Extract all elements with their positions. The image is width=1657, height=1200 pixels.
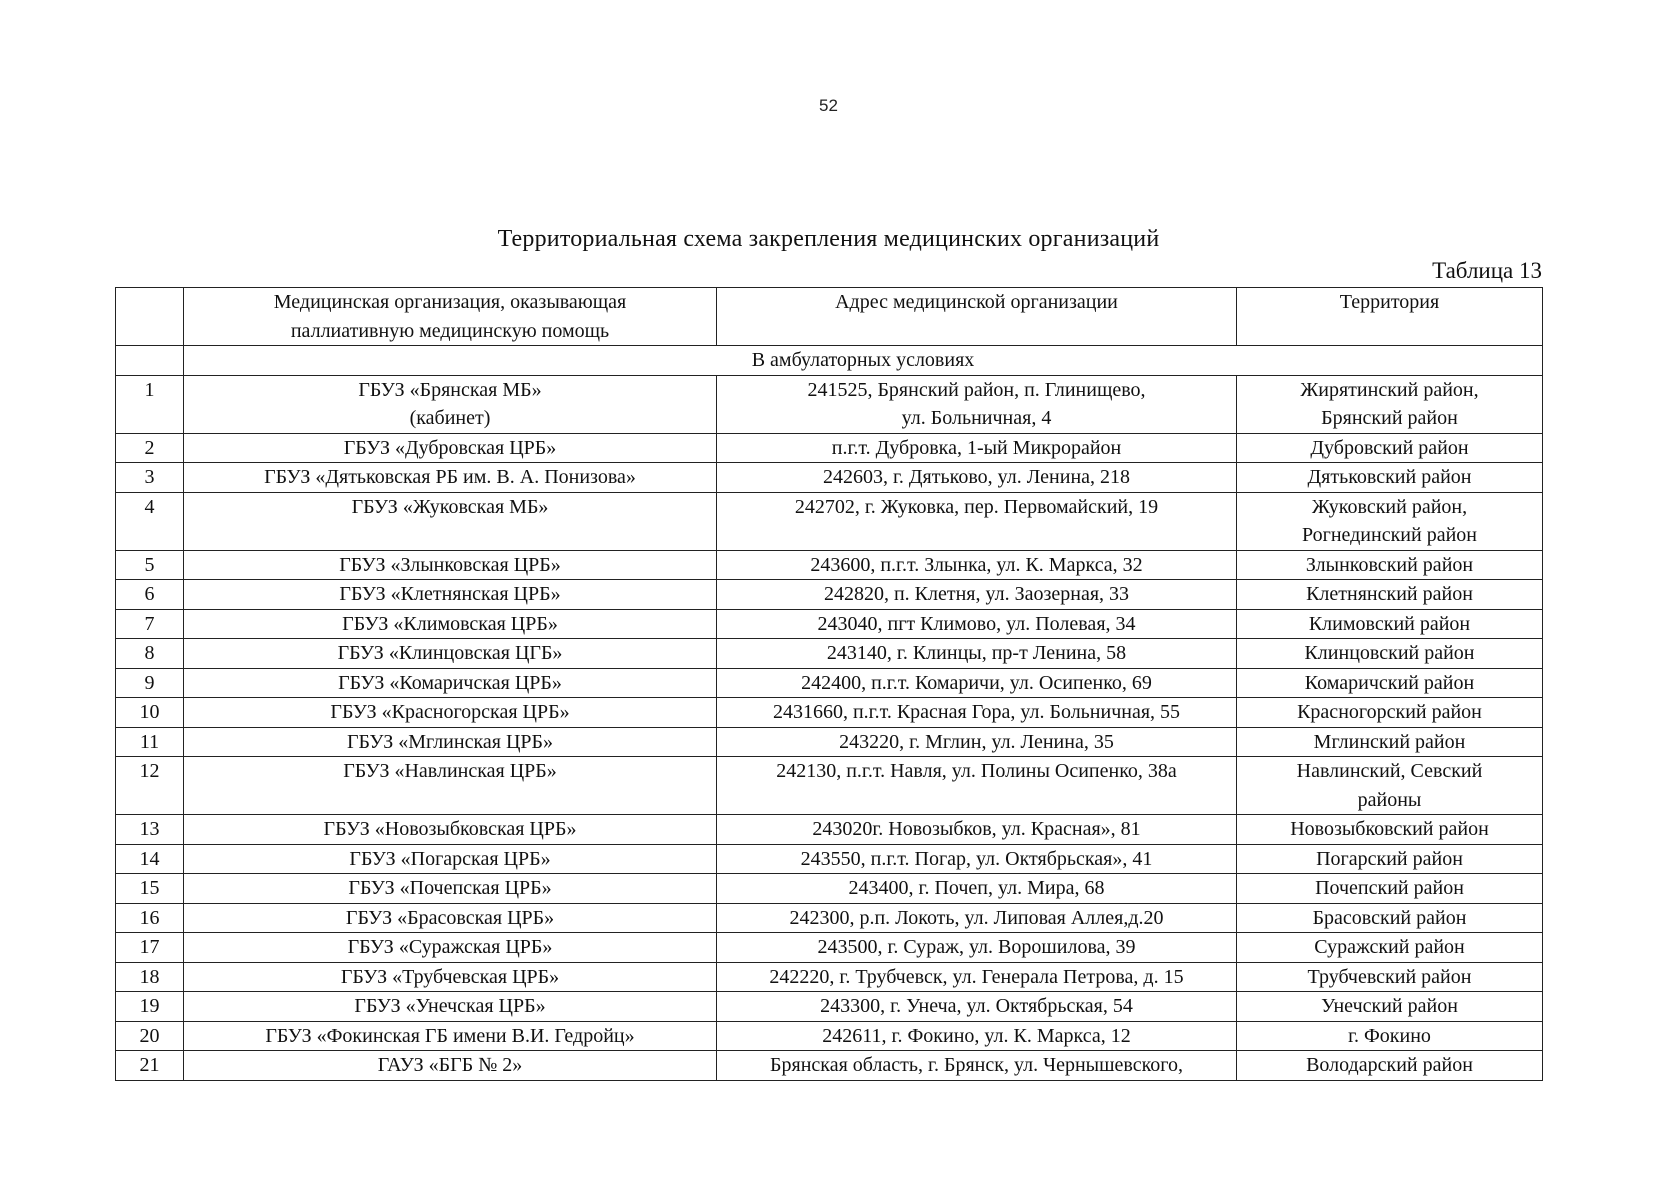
row-number: 3 [116,463,184,493]
table-row [116,668,1543,698]
address-cell [717,933,1237,963]
header-address: Адрес медицинской организации [717,288,1237,346]
address-cell [717,433,1237,463]
table-body [116,346,1543,1081]
organization-cell-line: ГБУЗ «Фокинская ГБ имени В.И. Гедройц» [265,1024,635,1047]
address-cell-line: ул. Больничная, 4 [901,407,1052,429]
organization-cell [184,668,717,698]
address-cell-line: 243220, г. Мглин, ул. Ленина, 35 [839,730,1114,753]
territory-cell-line: Суражский район [1314,936,1465,958]
organization-cell-line: ГБУЗ «Навлинская ЦРБ» [343,760,557,782]
row-number: 21 [116,1051,184,1081]
organization-cell [184,844,717,874]
territory-cell-line: Дубровский район [1310,436,1469,459]
table-row [116,698,1543,728]
organization-cell [184,463,717,493]
address-cell [717,962,1237,992]
territory-cell-line: Рогнединский район [1301,524,1477,546]
table-row [116,962,1543,992]
address-cell-line: 241525, Брянский район, п. Глинищево, [807,378,1146,401]
address-cell [717,1021,1237,1051]
territory-cell-line: Унечский район [1321,995,1458,1017]
territory-cell [1237,727,1543,757]
organization-cell-line: (кабинет) [409,407,491,429]
territory-cell [1237,757,1543,815]
organization-cell [184,757,717,815]
territory-cell [1237,609,1543,639]
header-number [116,288,184,346]
organization-cell [184,933,717,963]
section-row [116,346,1543,376]
territory-cell [1237,1021,1543,1051]
territory-cell [1237,962,1543,992]
address-cell-line: 242220, г. Трубчевск, ул. Генерала Петрова, д. 15 [769,965,1184,988]
organization-cell [184,550,717,580]
row-number: 7 [116,609,184,639]
territory-cell [1237,550,1543,580]
row-number: 10 [116,698,184,728]
organization-cell-line: ГБУЗ «Брянская МБ» [358,378,542,401]
address-cell-line: 243020г. Новозыбков, ул. Красная», 81 [812,818,1141,840]
organization-cell-line: ГБУЗ «Комаричская ЦРБ» [338,671,562,694]
address-cell [717,815,1237,845]
table-row [116,933,1543,963]
table-row [116,433,1543,463]
address-cell [717,903,1237,933]
territory-cell [1237,933,1543,963]
territory-cell-line: районы [1357,788,1422,811]
section-empty-cell [116,346,184,376]
row-number: 8 [116,639,184,669]
territory-cell [1237,375,1543,433]
header-organization-line: паллиативную медицинскую помощь [290,319,610,342]
organization-cell [184,698,717,728]
address-cell [717,844,1237,874]
row-number: 13 [116,815,184,845]
territory-cell [1237,903,1543,933]
territory-cell-line: Жуковский район, [1311,495,1468,518]
territory-cell [1237,874,1543,904]
address-cell-line: Брянская область, г. Брянск, ул. Чернышевского, [770,1054,1183,1076]
row-number: 15 [116,874,184,904]
territory-cell [1237,815,1543,845]
address-cell-line: 243400, г. Почеп, ул. Мира, 68 [848,877,1105,899]
table-row [116,844,1543,874]
address-cell-line: 243040, пгт Климово, ул. Полевая, 34 [817,612,1136,635]
table-row [116,1051,1543,1081]
organization-cell [184,580,717,610]
territory-cell-line: Мглинский район [1313,730,1466,753]
organization-cell-line: ГБУЗ «Красногорская ЦРБ» [330,701,570,723]
address-cell [717,463,1237,493]
territory-cell-line: Красногорский район [1297,701,1482,723]
territory-cell-line: Клинцовский район [1304,642,1475,664]
address-cell [717,375,1237,433]
row-number: 17 [116,933,184,963]
table-row [116,992,1543,1022]
organization-cell-line: ГБУЗ «Клинцовская ЦГБ» [337,642,563,664]
organization-cell-line: ГБУЗ «Брасовская ЦРБ» [345,906,555,929]
address-cell-line: 242300, р.п. Локоть, ул. Липовая Аллея,д.20 [789,906,1164,929]
address-cell [717,698,1237,728]
address-cell [717,550,1237,580]
address-cell-line: 242400, п.г.т. Комаричи, ул. Осипенко, 69 [801,671,1152,694]
address-cell-line: п.г.т. Дубровка, 1-ый Микрорайон [831,436,1122,459]
organization-cell-line: ГБУЗ «Суражская ЦРБ» [347,936,553,958]
table-row [116,727,1543,757]
address-cell [717,639,1237,669]
organization-cell [184,815,717,845]
address-cell-line: 2431660, п.г.т. Красная Гора, ул. Больничная, 55 [772,701,1181,723]
territory-cell-line: Брасовский район [1312,906,1467,929]
row-number: 9 [116,668,184,698]
address-cell-line: 243140, г. Клинцы, пр-т Ленина, 58 [826,642,1127,664]
row-number: 20 [116,1021,184,1051]
territory-cell [1237,1051,1543,1081]
address-cell [717,492,1237,550]
territory-cell-line: Брянский район [1321,407,1458,429]
territory-cell-line: Трубчевский район [1307,965,1472,988]
organization-cell [184,962,717,992]
territory-cell-line: г. Фокино [1348,1024,1431,1047]
organization-cell-line: ГБУЗ «Трубчевская ЦРБ» [340,965,560,988]
table-row [116,550,1543,580]
row-number: 6 [116,580,184,610]
address-cell [717,757,1237,815]
territory-cell-line: Климовский район [1308,612,1471,635]
address-cell [717,1051,1237,1081]
organization-cell-line: ГБУЗ «Климовская ЦРБ» [342,612,558,635]
territory-cell [1237,433,1543,463]
row-number: 14 [116,844,184,874]
organization-cell-line: ГБУЗ «Жуковская МБ» [351,495,549,518]
address-cell-line: 243300, г. Унеча, ул. Октябрьская, 54 [820,995,1133,1017]
territory-cell [1237,698,1543,728]
table-row [116,815,1543,845]
row-number: 19 [116,992,184,1022]
table-row [116,580,1543,610]
organization-cell-line: ГБУЗ «Злынковская ЦРБ» [339,553,561,576]
organization-cell [184,639,717,669]
territorial-scheme-table [115,287,1543,1081]
territory-cell-line: Комаричский район [1304,671,1475,694]
territory-cell [1237,992,1543,1022]
document-title: Территориальная схема закрепления медицинских организаций [497,226,1160,252]
territory-cell [1237,463,1543,493]
address-cell [717,874,1237,904]
territory-cell-line: Новозыбковский район [1290,818,1489,840]
row-number: 1 [116,375,184,433]
address-cell [717,580,1237,610]
address-cell-line: 243500, г. Сураж, ул. Ворошилова, 39 [817,936,1136,958]
organization-cell-line: ГБУЗ «Новозыбковская ЦРБ» [323,818,577,840]
organization-cell-line: ГБУЗ «Дубровская ЦРБ» [343,436,557,459]
organization-cell [184,903,717,933]
address-cell-line: 242820, п. Клетня, ул. Заозерная, 33 [823,583,1130,605]
table-row [116,609,1543,639]
header-territory: Территория [1237,288,1543,346]
table-row [116,874,1543,904]
organization-cell [184,375,717,433]
row-number: 11 [116,727,184,757]
section-title: В амбулаторных условиях [184,346,1543,376]
row-number: 18 [116,962,184,992]
organization-cell [184,492,717,550]
address-cell-line: 243550, п.г.т. Погар, ул. Октябрьская», 41 [800,847,1153,870]
territory-cell [1237,639,1543,669]
address-cell-line: 242130, п.г.т. Навля, ул. Полины Осипенко, 38а [776,760,1177,782]
table-row [116,639,1543,669]
organization-cell [184,1021,717,1051]
organization-cell-line: ГБУЗ «Погарская ЦРБ» [349,847,551,870]
table-row [116,903,1543,933]
organization-cell-line: ГАУЗ «БГБ № 2» [377,1054,523,1076]
address-cell-line: 243600, п.г.т. Злынка, ул. К. Маркса, 32 [810,553,1143,576]
territory-cell-line: Жирятинский район, [1300,378,1479,401]
organization-cell-line: ГБУЗ «Почепская ЦРБ» [348,877,552,899]
table-header-row [116,288,1543,346]
row-number: 12 [116,757,184,815]
table-row [116,492,1543,550]
organization-cell-line: ГБУЗ «Унечская ЦРБ» [354,995,546,1017]
address-cell [717,992,1237,1022]
table-row [116,463,1543,493]
territory-cell [1237,492,1543,550]
address-cell [717,609,1237,639]
territory-cell [1237,668,1543,698]
organization-cell [184,727,717,757]
territory-cell [1237,844,1543,874]
row-number: 16 [116,903,184,933]
organization-cell [184,992,717,1022]
address-cell-line: 242702, г. Жуковка, пер. Первомайский, 19 [794,495,1159,518]
address-cell-line: 242611, г. Фокино, ул. К. Маркса, 12 [822,1024,1131,1047]
organization-cell [184,1051,717,1081]
row-number: 5 [116,550,184,580]
territory-cell-line: Злынковский район [1305,553,1474,576]
row-number: 4 [116,492,184,550]
table-row [116,757,1543,815]
territory-cell [1237,580,1543,610]
territory-cell-line: Дятьковский район [1307,466,1472,488]
territory-cell-line: Погарский район [1316,847,1463,870]
table-row [116,375,1543,433]
territory-cell-line: Клетнянский район [1306,583,1473,605]
page-number: 52 [819,96,838,115]
table-caption: Таблица 13 [1432,258,1542,283]
address-cell-line: 242603, г. Дятьково, ул. Ленина, 218 [822,466,1131,488]
address-cell [717,727,1237,757]
territory-cell-line: Почепский район [1315,877,1464,899]
organization-cell [184,433,717,463]
organization-cell-line: ГБУЗ «Дятьковская РБ им. В. А. Понизова» [264,466,636,488]
territory-cell-line: Навлинский, Севский [1296,760,1483,782]
header-organization-line: Медицинская организация, оказывающая [273,291,627,313]
organization-cell-line: ГБУЗ «Мглинская ЦРБ» [346,730,554,753]
header-organization [184,288,717,346]
organization-cell [184,874,717,904]
organization-cell [184,609,717,639]
table-row [116,1021,1543,1051]
row-number: 2 [116,433,184,463]
organization-cell-line: ГБУЗ «Клетнянская ЦРБ» [339,583,561,605]
territory-cell-line: Володарский район [1306,1054,1473,1076]
address-cell [717,668,1237,698]
